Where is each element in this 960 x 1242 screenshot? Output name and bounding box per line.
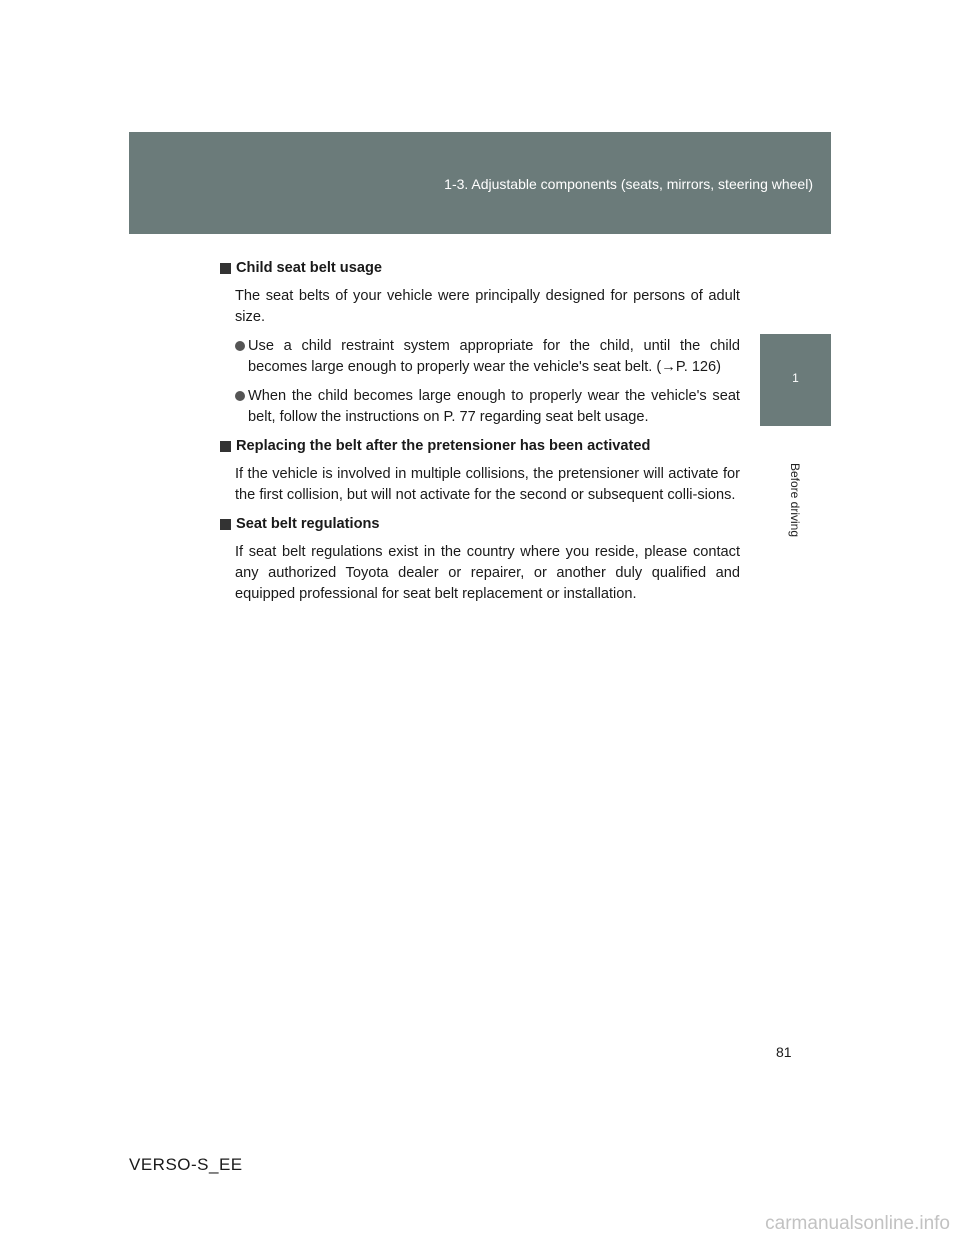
list-item-text: When the child becomes large enough to properly wear the vehicle's seat belt, follow the instructions on P. 77 regarding seat belt usage. bbox=[248, 388, 740, 425]
list-item bbox=[235, 386, 740, 428]
chapter-header-band bbox=[129, 132, 831, 234]
list-item bbox=[235, 336, 740, 378]
section-heading-text: Child seat belt usage bbox=[236, 260, 382, 276]
chapter-side-tab bbox=[760, 334, 831, 426]
watermark: carmanualsonline.info bbox=[765, 1213, 950, 1234]
document-code: VERSO-S_EE bbox=[129, 1155, 243, 1174]
square-bullet-icon bbox=[220, 441, 231, 452]
section-body: If seat belt regulations exist in the country where you reside, please contact any authorized Toyota dealer or repairer, or another duly qualified and equipped professional for seat belt replacement or installation. bbox=[235, 544, 740, 602]
circle-bullet-icon bbox=[235, 391, 245, 401]
square-bullet-icon bbox=[220, 519, 231, 530]
section-heading bbox=[220, 258, 740, 279]
chapter-side-label-text: Before driving bbox=[788, 462, 802, 538]
section-heading bbox=[220, 436, 740, 457]
page-content bbox=[220, 258, 740, 613]
section-heading bbox=[220, 514, 740, 535]
circle-bullet-icon bbox=[235, 341, 245, 351]
chapter-section-title: 1-3. Adjustable components (seats, mirrors, steering wheel) bbox=[444, 176, 813, 192]
section-seat-belt-regulations bbox=[220, 514, 740, 605]
square-bullet-icon bbox=[220, 263, 231, 274]
section-heading-text: Seat belt regulations bbox=[236, 516, 380, 532]
page-number: 81 bbox=[776, 1044, 792, 1060]
section-child-seat-belt-usage bbox=[220, 258, 740, 428]
section-body: The seat belts of your vehicle were principally designed for persons of adult size. bbox=[235, 288, 740, 325]
section-body: If the vehicle is involved in multiple collisions, the pretensioner will activate for the first collision, but will not activate for the second or subsequent colli-sions. bbox=[235, 466, 740, 503]
section-heading-text: Replacing the belt after the pretensioner has been activated bbox=[236, 438, 651, 454]
section-replacing-belt-pretensioner bbox=[220, 436, 740, 506]
chapter-number: 1 bbox=[792, 371, 799, 385]
list-item-text: Use a child restraint system appropriate for the child, until the child becomes large enough to properly wear the vehicle's seat belt. (→P. 126) bbox=[248, 338, 740, 375]
